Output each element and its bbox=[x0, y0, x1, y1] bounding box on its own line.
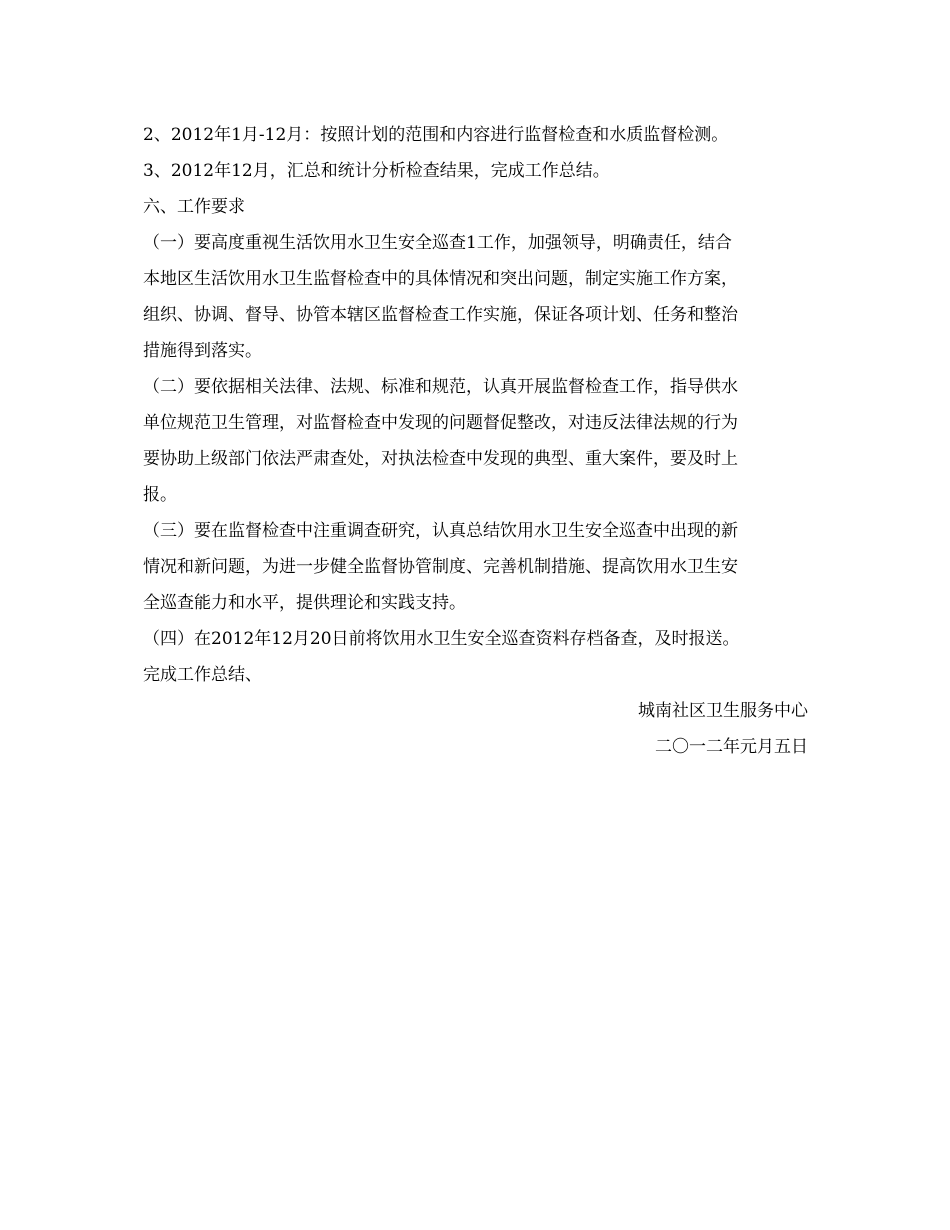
section-heading-work-requirements: 六、工作要求 bbox=[143, 197, 245, 217]
requirement-1-line: （一）要高度重视生活饮用水卫生安全巡查1工作，加强领导，明确责任，结合 bbox=[143, 233, 732, 253]
requirement-3-line: （三）要在监督检查中注重调查研究，认真总结饮用水卫生安全巡查中出现的新 bbox=[143, 521, 738, 541]
requirement-2-line: 要协助上级部门依法严肃查处，对执法检查中发现的典型、重大案件，要及时上 bbox=[143, 449, 738, 469]
requirement-3-line: 情况和新问题，为进一步健全监督协管制度、完善机制措施、提高饮用水卫生安 bbox=[143, 557, 738, 577]
requirement-2-line: （二）要依据相关法律、法规、标准和规范，认真开展监督检查工作，指导供水 bbox=[143, 377, 738, 397]
requirement-3-line: 全巡查能力和水平，提供理论和实践支持。 bbox=[143, 593, 466, 613]
requirement-1-paragraph bbox=[143, 225, 808, 369]
requirement-2-paragraph bbox=[143, 369, 808, 513]
schedule-step-3: 3、2012年12月，汇总和统计分析检查结果，完成工作总结。 bbox=[143, 161, 610, 181]
signature-date: 二〇一二年元月五日 bbox=[655, 737, 808, 757]
document-body bbox=[143, 117, 808, 765]
requirement-1-line: 措施得到落实。 bbox=[143, 341, 262, 361]
closing-line: 完成工作总结、 bbox=[143, 665, 262, 685]
requirement-4-paragraph: （四）在2012年12月20日前将饮用水卫生安全巡查资料存档备查，及时报送。 bbox=[143, 629, 740, 649]
requirement-1-line: 组织、协调、督导、协管本辖区监督检查工作实施，保证各项计划、任务和整治 bbox=[143, 305, 738, 325]
schedule-step-2: 2、2012年1月-12月：按照计划的范围和内容进行监督检查和水质监督检测。 bbox=[143, 125, 729, 145]
requirement-2-line: 单位规范卫生管理，对监督检查中发现的问题督促整改，对违反法律法规的行为 bbox=[143, 413, 738, 433]
requirement-1-line: 本地区生活饮用水卫生监督检查中的具体情况和突出问题，制定实施工作方案， bbox=[143, 269, 738, 289]
requirement-2-line: 报。 bbox=[143, 485, 177, 505]
requirement-3-paragraph bbox=[143, 513, 808, 621]
signature-organization: 城南社区卫生服务中心 bbox=[638, 701, 808, 721]
